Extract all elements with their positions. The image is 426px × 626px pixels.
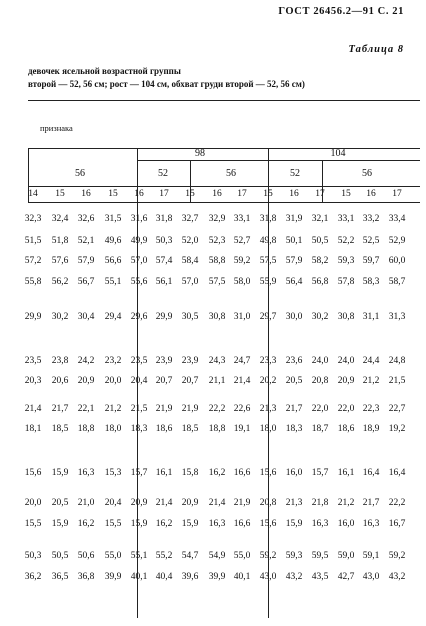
table-cell: 43,0 (259, 572, 277, 582)
table-cell: 20,7 (181, 376, 199, 386)
table-cell: 18,5 (181, 424, 199, 434)
table-cell: 16,2 (77, 519, 95, 529)
table-cell: 15,6 (259, 519, 277, 529)
table-cell: 50,3 (155, 236, 173, 246)
table-cell: 31,5 (104, 214, 122, 224)
table-cell: 18,8 (77, 424, 95, 434)
size-header-cell: 17 (315, 189, 325, 199)
size-header-cell: 16 (289, 189, 299, 199)
table-cell: 15,5 (104, 519, 122, 529)
table-cell: 19,2 (388, 424, 406, 434)
table-cell: 32,7 (181, 214, 199, 224)
table-cell: 52,9 (388, 236, 406, 246)
table-cell: 50,5 (51, 551, 69, 561)
table-cell: 15,7 (130, 468, 148, 478)
table-cell: 20,8 (311, 376, 329, 386)
table-cell: 49,6 (104, 236, 122, 246)
table-cell: 18,1 (24, 424, 42, 434)
table-cell: 21,9 (233, 498, 251, 508)
table-cell: 59,2 (259, 551, 277, 561)
table-cell: 56,2 (51, 277, 69, 287)
table-cell: 52,5 (362, 236, 380, 246)
table-cell: 16,2 (208, 468, 226, 478)
table-cell: 16,0 (337, 519, 355, 529)
table-cell: 30,5 (181, 312, 199, 322)
table-cell: 52,2 (337, 236, 355, 246)
table-cell: 22,1 (77, 404, 95, 414)
caption-line-2: второй — 52, 56 см; рост — 104 см, обхват груди второй — 52, 56 см) (28, 79, 305, 89)
table-cell: 21,1 (208, 376, 226, 386)
table-cell: 20,7 (155, 376, 173, 386)
table-cell: 24,8 (388, 356, 406, 366)
table-cell: 18,7 (311, 424, 329, 434)
size-header-cell: 15 (185, 189, 195, 199)
table-cell: 55,0 (104, 551, 122, 561)
table-cell: 60,0 (388, 256, 406, 266)
table-cell: 24,3 (208, 356, 226, 366)
subgroup-52-104: 52 (290, 168, 300, 179)
table-cell: 30,4 (77, 312, 95, 322)
table-cell: 23,5 (130, 356, 148, 366)
table-cell: 19,1 (233, 424, 251, 434)
table-cell: 15,9 (130, 519, 148, 529)
table-top-rule (28, 148, 420, 149)
table-cell: 51,8 (51, 236, 69, 246)
table-cell: 58,7 (388, 277, 406, 287)
table-cell: 16,3 (311, 519, 329, 529)
table-cell: 56,4 (285, 277, 303, 287)
table-cell: 32,3 (24, 214, 42, 224)
table-cell: 33,1 (337, 214, 355, 224)
table-cell: 33,1 (233, 214, 251, 224)
table-cell: 32,6 (77, 214, 95, 224)
table-cell: 16,0 (285, 468, 303, 478)
subgroup-56-104: 56 (362, 168, 372, 179)
caption-line-1: девочек ясельной возрастной группы (28, 66, 181, 76)
table-cell: 18,3 (130, 424, 148, 434)
table-cell: 30,2 (311, 312, 329, 322)
table-cell: 20,0 (24, 498, 42, 508)
table-cell: 15,9 (181, 519, 199, 529)
table-cell: 21,4 (208, 498, 226, 508)
size-header-cell: 15 (341, 189, 351, 199)
size-header-cell: 16 (366, 189, 376, 199)
table-cell: 42,7 (337, 572, 355, 582)
table-cell: 29,9 (155, 312, 173, 322)
table-cell: 23,8 (51, 356, 69, 366)
table-cell: 20,0 (104, 376, 122, 386)
size-header-cell: 15 (108, 189, 118, 199)
table-cell: 23,2 (104, 356, 122, 366)
group-98: 98 (195, 148, 205, 159)
table-cell: 15,6 (259, 468, 277, 478)
table-cell: 20,9 (77, 376, 95, 386)
table-cell: 52,3 (208, 236, 226, 246)
table-cell: 51,5 (24, 236, 42, 246)
table-cell: 57,9 (285, 256, 303, 266)
table-cell: 57,4 (155, 256, 173, 266)
table-cell: 57,2 (24, 256, 42, 266)
table-cell: 18,0 (104, 424, 122, 434)
size-header-cell: 15 (263, 189, 273, 199)
table-cell: 20,3 (24, 376, 42, 386)
table-cell: 29,9 (24, 312, 42, 322)
table-cell: 18,6 (337, 424, 355, 434)
table-cell: 39,9 (208, 572, 226, 582)
table-cell: 36,2 (24, 572, 42, 582)
table-cell: 21,4 (233, 376, 251, 386)
subgroup-56-98: 56 (226, 168, 236, 179)
table-cell: 24,0 (311, 356, 329, 366)
size-header-cell: 16 (212, 189, 222, 199)
table-title: Таблица 8 (348, 44, 404, 55)
table-cell: 58,0 (233, 277, 251, 287)
group-104: 104 (330, 148, 346, 159)
table-cell: 30,8 (337, 312, 355, 322)
size-header-cell: 17 (159, 189, 169, 199)
table-cell: 15,9 (51, 468, 69, 478)
group-rule (137, 160, 420, 161)
table-cell: 58,4 (181, 256, 199, 266)
table-cell: 22,7 (388, 404, 406, 414)
table-cell: 22,6 (233, 404, 251, 414)
table-cell: 18,0 (259, 424, 277, 434)
table-cell: 31,6 (130, 214, 148, 224)
table-cell: 57,9 (77, 256, 95, 266)
table-cell: 16,1 (155, 468, 173, 478)
table-cell: 29,4 (104, 312, 122, 322)
table-cell: 18,5 (51, 424, 69, 434)
table-cell: 43,2 (285, 572, 303, 582)
table-cell: 21,4 (155, 498, 173, 508)
table-cell: 22,3 (362, 404, 380, 414)
table-cell: 22,2 (388, 498, 406, 508)
table-cell: 40,1 (233, 572, 251, 582)
table-cell: 18,3 (285, 424, 303, 434)
table-cell: 16,2 (155, 519, 173, 529)
table-cell: 20,9 (337, 376, 355, 386)
table-cell: 59,2 (388, 551, 406, 561)
table-cell: 22,2 (208, 404, 226, 414)
table-cell: 32,4 (51, 214, 69, 224)
table-cell: 21,0 (77, 498, 95, 508)
table-cell: 31,3 (388, 312, 406, 322)
table-cell: 22,0 (311, 404, 329, 414)
table-cell: 56,8 (311, 277, 329, 287)
table-cell: 59,7 (362, 256, 380, 266)
table-cell: 59,3 (285, 551, 303, 561)
table-cell: 43,2 (388, 572, 406, 582)
table-cell: 58,8 (208, 256, 226, 266)
table-cell: 39,9 (104, 572, 122, 582)
table-cell: 55,0 (233, 551, 251, 561)
table-cell: 21,9 (181, 404, 199, 414)
table-cell: 20,5 (285, 376, 303, 386)
table-cell: 58,3 (362, 277, 380, 287)
table-cell: 18,8 (208, 424, 226, 434)
table-cell: 40,4 (155, 572, 173, 582)
table-cell: 31,9 (285, 214, 303, 224)
table-cell: 50,1 (285, 236, 303, 246)
subgroup-56-left: 56 (75, 168, 85, 179)
table-cell: 40,1 (130, 572, 148, 582)
table-cell: 36,8 (77, 572, 95, 582)
table-cell: 15,9 (51, 519, 69, 529)
table-cell: 23,9 (181, 356, 199, 366)
table-cell: 43,0 (362, 572, 380, 582)
table-cell: 16,3 (362, 519, 380, 529)
table-cell: 50,6 (77, 551, 95, 561)
table-cell: 52,0 (181, 236, 199, 246)
table-cell: 29,6 (130, 312, 148, 322)
caption-rule (28, 100, 420, 101)
subgroup-52-98: 52 (158, 168, 168, 179)
table-cell: 59,5 (311, 551, 329, 561)
table-cell: 31,8 (259, 214, 277, 224)
table-cell: 31,1 (362, 312, 380, 322)
table-cell: 56,6 (104, 256, 122, 266)
table-cell: 21,9 (155, 404, 173, 414)
table-cell: 56,7 (77, 277, 95, 287)
table-cell: 59,0 (337, 551, 355, 561)
table-cell: 31,0 (233, 312, 251, 322)
table-cell: 20,2 (259, 376, 277, 386)
table-cell: 23,9 (155, 356, 173, 366)
table-cell: 58,2 (311, 256, 329, 266)
table-cell: 23,5 (24, 356, 42, 366)
table-cell: 55,2 (155, 551, 173, 561)
table-cell: 15,3 (104, 468, 122, 478)
table-cell: 21,8 (311, 498, 329, 508)
size-header-cell: 14 (28, 189, 38, 199)
size-header-cell: 17 (392, 189, 402, 199)
table-cell: 20,8 (259, 498, 277, 508)
table-cell: 20,9 (181, 498, 199, 508)
table-cell: 55,1 (130, 551, 148, 561)
table-cell: 30,8 (208, 312, 226, 322)
table-cell: 21,3 (285, 498, 303, 508)
table-cell: 55,6 (130, 277, 148, 287)
table-cell: 20,5 (51, 498, 69, 508)
table-cell: 31,8 (155, 214, 173, 224)
size-header-cell: 17 (237, 189, 247, 199)
table-cell: 24,7 (233, 356, 251, 366)
table-cell: 55,1 (104, 277, 122, 287)
table-cell: 21,3 (259, 404, 277, 414)
table-cell: 24,4 (362, 356, 380, 366)
size-header-cell: 16 (134, 189, 144, 199)
table-cell: 21,2 (362, 376, 380, 386)
table-cell: 20,6 (51, 376, 69, 386)
table-cell: 52,1 (77, 236, 95, 246)
size-header-cell: 15 (55, 189, 65, 199)
table-cell: 43,5 (311, 572, 329, 582)
table-cell: 20,4 (130, 376, 148, 386)
table-cell: 57,0 (181, 277, 199, 287)
subgroup-rule (28, 186, 420, 187)
table-cell: 15,7 (311, 468, 329, 478)
table-cell: 16,6 (233, 468, 251, 478)
table-cell: 59,1 (362, 551, 380, 561)
table-cell: 50,5 (311, 236, 329, 246)
table-cell: 30,0 (285, 312, 303, 322)
table-cell: 21,4 (24, 404, 42, 414)
table-cell: 32,9 (208, 214, 226, 224)
table-cell: 15,6 (24, 468, 42, 478)
table-cell: 20,9 (130, 498, 148, 508)
sizes-rule (28, 202, 420, 203)
table-cell: 33,4 (388, 214, 406, 224)
table-cell: 15,9 (285, 519, 303, 529)
table-cell: 30,2 (51, 312, 69, 322)
table-cell: 29,7 (259, 312, 277, 322)
table-cell: 15,8 (181, 468, 199, 478)
table-cell: 57,8 (337, 277, 355, 287)
table-cell: 59,2 (233, 256, 251, 266)
table-cell: 21,5 (130, 404, 148, 414)
table-cell: 33,2 (362, 214, 380, 224)
table-cell: 49,8 (259, 236, 277, 246)
table-cell: 54,7 (181, 551, 199, 561)
table-cell: 21,7 (362, 498, 380, 508)
table-cell: 16,3 (77, 468, 95, 478)
table-cell: 23,6 (285, 356, 303, 366)
table-cell: 21,5 (388, 376, 406, 386)
table-cell: 16,4 (388, 468, 406, 478)
table-cell: 18,9 (362, 424, 380, 434)
table-cell: 54,9 (208, 551, 226, 561)
table-cell: 57,5 (208, 277, 226, 287)
table-cell: 57,0 (130, 256, 148, 266)
table-cell: 49,9 (130, 236, 148, 246)
table-cell: 16,7 (388, 519, 406, 529)
size-header-cell: 16 (81, 189, 91, 199)
table-cell: 24,2 (77, 356, 95, 366)
table-cell: 55,8 (24, 277, 42, 287)
table-cell: 18,6 (155, 424, 173, 434)
table-continuation-caption (28, 65, 305, 91)
table-cell: 22,0 (337, 404, 355, 414)
table-cell: 59,3 (337, 256, 355, 266)
table-cell: 15,5 (24, 519, 42, 529)
table-cell: 39,6 (181, 572, 199, 582)
table-cell: 21,7 (51, 404, 69, 414)
table-cell: 52,7 (233, 236, 251, 246)
table-cell: 36,5 (51, 572, 69, 582)
page-header: ГОСТ 26456.2—91 С. 21 (278, 6, 404, 17)
table-cell: 32,1 (311, 214, 329, 224)
table-cell: 16,3 (208, 519, 226, 529)
table-cell: 24,0 (337, 356, 355, 366)
table-cell: 57,6 (51, 256, 69, 266)
table-cell: 21,7 (285, 404, 303, 414)
table-cell: 21,2 (337, 498, 355, 508)
table-cell: 57,5 (259, 256, 277, 266)
table-cell: 50,3 (24, 551, 42, 561)
table-cell: 16,4 (362, 468, 380, 478)
table-cell: 55,9 (259, 277, 277, 287)
table-cell: 23,3 (259, 356, 277, 366)
feature-label: признака (40, 123, 73, 133)
table-cell: 16,1 (337, 468, 355, 478)
table-cell: 20,4 (104, 498, 122, 508)
table-cell: 21,2 (104, 404, 122, 414)
table-cell: 56,1 (155, 277, 173, 287)
table-cell: 16,6 (233, 519, 251, 529)
